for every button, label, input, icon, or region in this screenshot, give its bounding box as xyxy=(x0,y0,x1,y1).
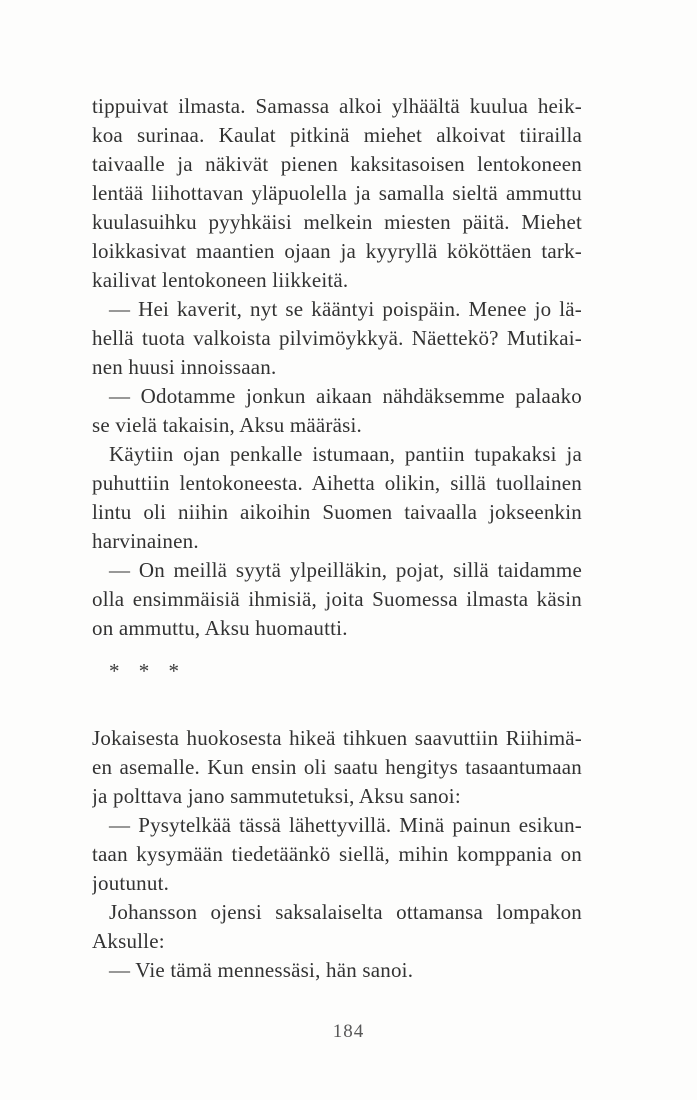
text-line: — On meillä syytä ylpeilläkin, pojat, sillä taidamme xyxy=(109,558,582,582)
text-line: — Pysytelkää tässä lähettyvillä. Minä painun esikun- xyxy=(109,813,582,837)
page-number: 184 xyxy=(332,1021,365,1042)
paragraph-dialogue xyxy=(92,556,582,643)
text-line: taivaalle ja näkivät pienen kaksitasoisen lentokoneen xyxy=(92,152,582,176)
text-line: — Hei kaverit, nyt se kääntyi poispäin. Menee jo lä- xyxy=(109,297,582,321)
text-line: nen huusi innoissaan. xyxy=(92,355,277,379)
text-line: olla ensimmäisiä ihmisiä, joita Suomessa ilmasta käsin xyxy=(92,587,582,611)
text-line: tippuivat ilmasta. Samassa alkoi ylhäältä kuulua heik- xyxy=(92,94,582,118)
paragraph-dialogue xyxy=(92,956,582,985)
text-line: — Odotamme jonkun aikaan nähdäksemme palaako xyxy=(109,384,582,408)
section-break: * * * xyxy=(109,659,186,683)
text-line: ja polttava jano sammutetuksi, Aksu sanoi: xyxy=(92,784,461,808)
text-line: se vielä takaisin, Aksu määräsi. xyxy=(92,413,362,437)
paragraph xyxy=(92,92,582,295)
paragraph xyxy=(92,724,582,811)
paragraph xyxy=(92,898,582,956)
text-line: joutunut. xyxy=(92,871,170,895)
text-line: hellä tuota valkoista pilvimöykkyä. Näettekö? Mutikai- xyxy=(92,326,582,350)
text-line: koa surinaa. Kaulat pitkinä miehet alkoivat tiirailla xyxy=(92,123,582,147)
text-block xyxy=(92,92,582,985)
text-line: lintu oli niihin aikoihin Suomen taivaalla jokseenkin xyxy=(92,500,582,524)
text-line: Käytiin ojan penkalle istumaan, pantiin tupakaksi ja xyxy=(109,442,582,466)
paragraph-dialogue xyxy=(92,811,582,898)
text-line: en asemalle. Kun ensin oli saatu hengitys tasaantumaan xyxy=(92,755,582,779)
text-line: taan kysymään tiedetäänkö siellä, mihin komppania on xyxy=(92,842,582,866)
text-line: on ammuttu, Aksu huomautti. xyxy=(92,616,348,640)
text-line: Aksulle: xyxy=(92,929,165,953)
text-line: — Vie tämä mennessäsi, hän sanoi. xyxy=(109,958,414,982)
text-line: lentää liihottavan yläpuolella ja samalla sieltä ammuttu xyxy=(92,181,582,205)
text-line: loikkasivat maantien ojaan ja kyyryllä kököttäen tark- xyxy=(92,239,582,263)
paragraph-dialogue xyxy=(92,295,582,382)
text-line: Johansson ojensi saksalaiselta ottamansa lompakon xyxy=(109,900,582,924)
text-line: Jokaisesta huokosesta hikeä tihkuen saavuttiin Riihimä- xyxy=(92,726,582,750)
text-line: puhuttiin lentokoneesta. Aihetta olikin, sillä tuollainen xyxy=(92,471,582,495)
paragraph-dialogue xyxy=(92,382,582,440)
text-line: kailivat lentokoneen liikkeitä. xyxy=(92,268,349,292)
paragraph xyxy=(92,440,582,556)
text-line: kuulasuihku pyyhkäisi melkein miesten päitä. Miehet xyxy=(92,210,582,234)
text-line: harvinainen. xyxy=(92,529,199,553)
